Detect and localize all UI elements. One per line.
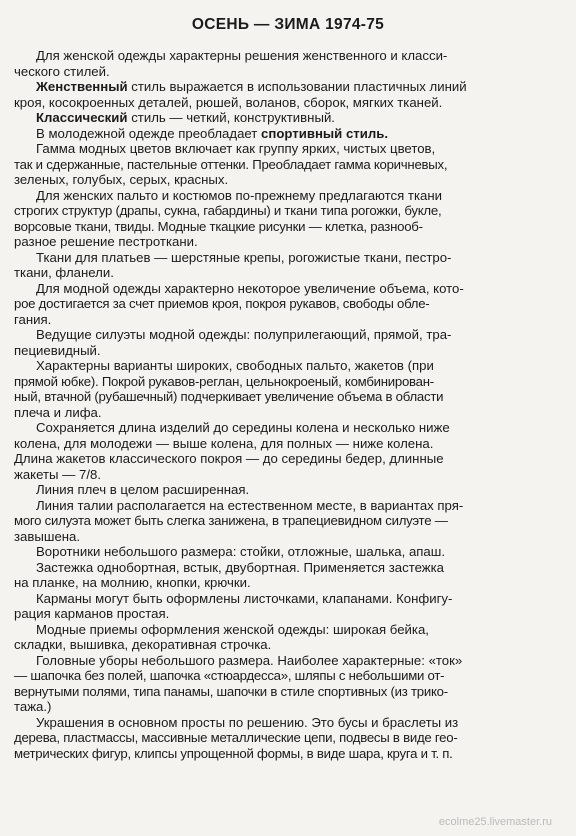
text-line: прямой юбке). Покрой рукавов-реглан, цельнокроеный, комбинирован- [14,373,434,389]
text-line: Воротники небольшого размера: стойки, отложные, шалька, апаш. [36,544,445,559]
text-line: на планке, на молнию, кнопки, крючки. [14,575,251,590]
text-line: Ведущие силуэты модной одежды: полуприлегающий, прямой, тра- [36,327,452,342]
text-line: В молодежной одежде преобладает спортивный стиль. [36,125,388,141]
text-line: Для модной одежды характерно некоторое увеличение объема, кото- [36,280,464,296]
text-line: гания. [14,311,52,327]
body-text [14,48,563,761]
text-line: так и сдержанные, пастельные оттенки. Преобладает гамма коричневых, [14,156,448,172]
text-line: Характерны варианты широких, свободных пальто, жакетов (при [36,358,434,373]
text-line: вернутыми полями, типа панамы, шапочки в стиле спортивных (из трико- [14,683,448,699]
bold-term: спортивный стиль. [261,125,388,141]
text-line: Ткани для платьев — шерстяные крепы, рогожистые ткани, пестро- [36,249,452,265]
text-line: Женственный стиль выражается в использовании пластичных линий [36,79,467,94]
text-line: ный, втачной (рубашечный) подчеркивает увеличение объема в области [14,389,444,404]
text-line: Сохраняется длина изделий до середины колена и несколько ниже [36,420,450,435]
text-line: мого силуэта может быть слегка занижена, в трапециевидном силуэте — [14,513,448,528]
text-line: ческого стилей. [14,63,110,79]
text-line: Длина жакетов классического покроя — до середины бедер, длинные [14,451,444,466]
text-line: завышена. [14,528,81,544]
text-line: пециевидный. [14,342,101,358]
text-line: Застежка однобортная, встык, двубортная. Применяется застежка [36,559,444,575]
text-line: строгих структур (драпы, сукна, габардины) и ткани типа рогожки, букле, [14,203,442,218]
page-title: ОСЕНЬ — ЗИМА 1974-75 [191,16,385,33]
text-line: Для женских пальто и костюмов по-прежнему предлагаются ткани [36,187,442,203]
text-line: Для женской одежды характерны решения женственного и класси- [36,48,448,63]
text-line: кроя, косокроенных деталей, рюшей, воланов, сборок, мягких тканей. [14,94,443,110]
text-line: Модные приемы оформления женской одежды: широкая бейка, [36,621,429,637]
text-line: Линия талии располагается на естественном месте, в вариантах пря- [36,497,464,513]
text-line: Украшения в основном просты по решению. Это бусы и браслеты из [36,714,459,730]
text-line: зеленых, голубых, серых, красных. [14,172,229,187]
text-line: ворсовые ткани, твиды. Модные ткацкие рисунки — клетка, разнооб- [14,218,423,234]
text-line: жакеты — 7/8. [14,466,101,482]
text-line: дерева, пластмассы, массивные металлические цепи, подвесы в виде гео- [14,730,458,745]
bold-term: Женственный [36,79,128,94]
text-line: рое достигается за счет приемов кроя, покроя рукавов, свободы обле- [14,296,430,311]
text-line: рация карманов простая. [14,606,170,621]
text-line: ткани, фланели. [14,265,114,280]
text-line: Линия плеч в целом расширенная. [36,482,250,497]
text-line: складки, вышивка, декоративная строчка. [14,637,272,652]
text-line: метрических фигур, клипсы упрощенной формы, в виде шара, круга и т. п. [14,745,453,761]
text-line: колена, для молодежи — выше колена, для полных — ниже колена. [14,435,434,451]
text-line: Головные уборы небольшого размера. Наиболее характерные: «ток» [36,652,463,668]
text-line: разное решение пестроткани. [14,234,198,249]
text-line: Классический стиль — четкий, конструктивный. [36,110,335,125]
bold-term: Классический [36,110,128,125]
text-line: — шапочка без полей, шапочка «стюардесса», шляпы с небольшими от- [14,668,445,683]
text-line: Гамма модных цветов включает как группу ярких, чистых цветов, [36,141,436,156]
text-line: плеча и лифа. [14,404,102,420]
text-line: тажа.) [14,699,52,714]
watermark-text: ecolme25.livemaster.ru [438,816,552,828]
text-line: Карманы могут быть оформлены листочками, клапанами. Конфигу- [36,590,453,606]
